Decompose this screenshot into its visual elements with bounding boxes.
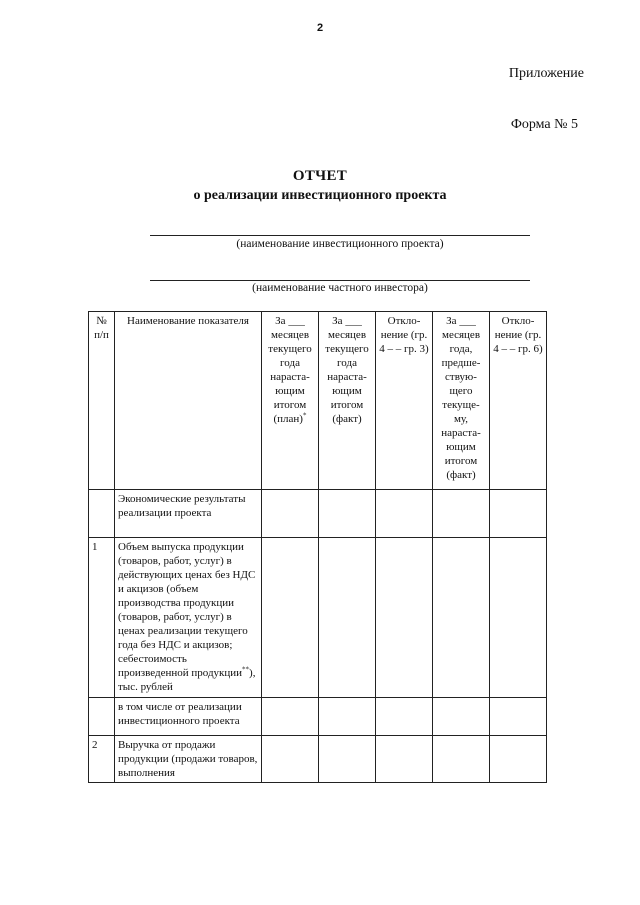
investor-name-caption: (наименование частного инвестора) — [252, 282, 428, 294]
table-row — [89, 490, 547, 538]
row-cell — [433, 736, 490, 783]
row-cell — [319, 698, 376, 736]
form-number: Форма № 5 — [510, 117, 578, 132]
table-row — [89, 736, 547, 783]
row-cell — [262, 736, 319, 783]
row-name — [115, 538, 262, 698]
header-col3-footnote: * — [302, 411, 307, 420]
row-cell — [319, 538, 376, 698]
row-cell — [490, 538, 547, 698]
header-col6: За ___ месяцев года, предше-ствую-щего текуще-му, нараста-ющим итогом (факт) — [433, 312, 490, 490]
report-table — [88, 311, 547, 783]
header-col5: Откло-нение (гр. 4 – – гр. 3) — [376, 312, 433, 490]
row-num — [89, 698, 115, 736]
row-cell — [490, 736, 547, 783]
row-name: в том числе от реализации инвестиционного проекта — [115, 698, 262, 736]
appendix-label: Приложение — [508, 66, 584, 81]
row-cell — [262, 698, 319, 736]
project-name-caption: (наименование инвестиционного проекта) — [236, 238, 444, 250]
project-name-line — [150, 235, 530, 236]
header-num: № п/п — [89, 312, 115, 490]
header-name: Наименование показателя — [115, 312, 262, 490]
header-col7: Откло-нение (гр. 4 – – гр. 6) — [490, 312, 547, 490]
row-cell — [376, 538, 433, 698]
row-cell — [319, 490, 376, 538]
row-cell — [319, 736, 376, 783]
row-name-footnote: ** — [242, 665, 250, 674]
row-cell — [490, 490, 547, 538]
row-cell — [376, 736, 433, 783]
row-cell — [262, 490, 319, 538]
row-num: 2 — [89, 736, 115, 783]
header-col4: За ___ месяцев текущего года нараста-ющим итогом (факт) — [319, 312, 376, 490]
row-name: Экономические результаты реализации проекта — [115, 490, 262, 538]
row-cell — [376, 490, 433, 538]
row-cell — [262, 538, 319, 698]
report-title: ОТЧЕТ — [292, 168, 348, 184]
investor-name-line — [150, 280, 530, 281]
row-name-text: Объем выпуска продукции (товаров, работ, услуг) в действующих ценах без НДС и акцизов (объем производства продукции (товаров, работ, услуг) в ценах реализации текущего года без НДС и акцизов; себестоимость произведенной продукции — [118, 541, 256, 679]
table-row — [89, 538, 547, 698]
row-name: Выручка от продажи продукции (продажи товаров, выполнения — [115, 736, 262, 783]
row-name-tail: ), тыс. рублей — [118, 667, 256, 693]
row-num — [89, 490, 115, 538]
row-cell — [433, 538, 490, 698]
table-row — [89, 698, 547, 736]
row-cell — [433, 490, 490, 538]
page-number: 2 — [316, 22, 324, 34]
header-col3 — [262, 312, 319, 490]
row-cell — [433, 698, 490, 736]
table-header-row — [89, 312, 547, 490]
row-num: 1 — [89, 538, 115, 698]
row-cell — [490, 698, 547, 736]
report-subtitle: о реализации инвестиционного проекта — [193, 188, 447, 203]
row-cell — [376, 698, 433, 736]
header-col3-text: За ___ месяцев текущего года нараста-ющим итогом (план) — [268, 315, 312, 425]
